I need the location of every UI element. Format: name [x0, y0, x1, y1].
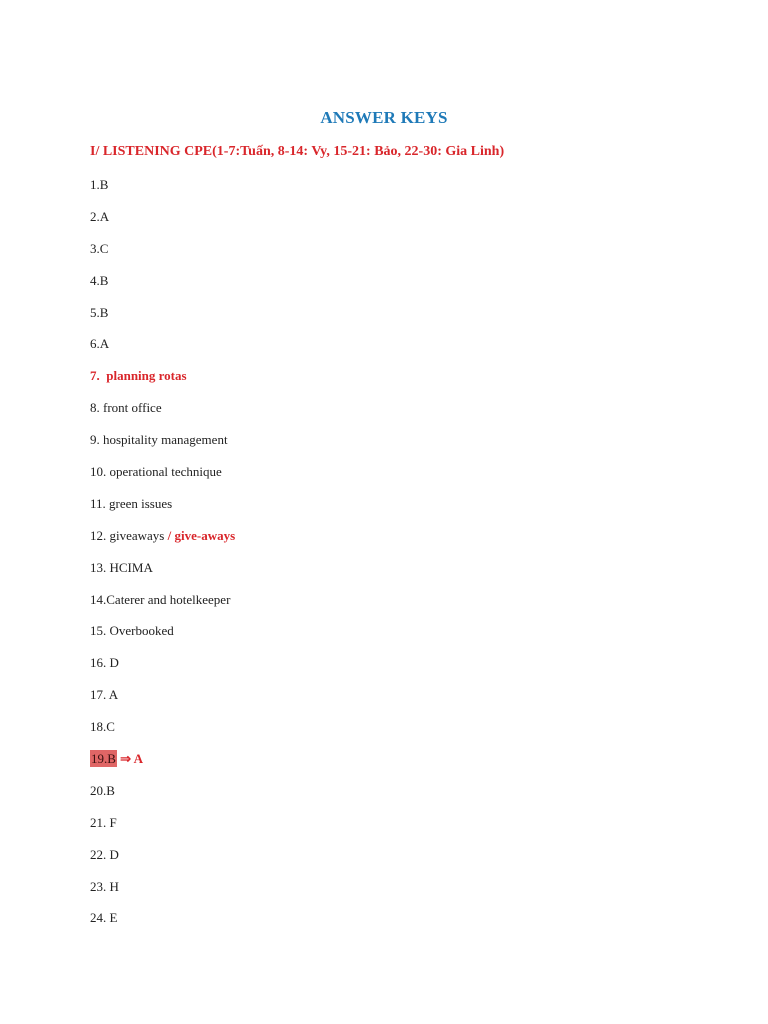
answer-list — [90, 175, 235, 940]
answer-text: 14.Caterer and hotelkeeper — [90, 591, 231, 607]
answer-item — [90, 430, 235, 462]
answer-text: 18.C — [90, 719, 115, 735]
answer-correction: planning rotas — [106, 368, 187, 384]
answer-text: 10. operational technique — [90, 464, 222, 480]
answer-text: 13. HCIMA — [90, 559, 153, 575]
answer-text: 22. D — [90, 846, 119, 862]
answer-text: 2.A — [90, 208, 110, 224]
answer-item — [90, 813, 235, 845]
answer-text: 8. front office — [90, 400, 162, 416]
answer-text: 23. H — [90, 878, 119, 894]
answer-item — [90, 398, 235, 430]
section-heading-listening: I/ LISTENING CPE(1-7:Tuấn, 8-14: Vy, 15-21: Bảo, 22-30: Gia Linh) — [90, 144, 505, 159]
answer-text: 20.B — [90, 782, 115, 798]
answer-text: 1.B — [90, 177, 109, 192]
answer-text: 21. F — [90, 814, 117, 830]
page-title: ANSWER KEYS — [320, 108, 448, 127]
answer-item — [90, 494, 235, 526]
answer-text: 16. D — [90, 655, 119, 671]
answer-text: 17. A — [90, 687, 119, 703]
answer-text: 3.C — [90, 240, 109, 256]
answer-item — [90, 303, 235, 335]
answer-item — [90, 366, 235, 398]
answer-item — [90, 845, 235, 877]
answer-item — [90, 749, 235, 781]
answer-item — [90, 526, 235, 558]
answer-item — [90, 621, 235, 653]
answer-item — [90, 908, 235, 940]
answer-correction: ⇒ A — [120, 751, 143, 767]
answer-item — [90, 462, 235, 494]
answer-item — [90, 207, 235, 239]
answer-item — [90, 685, 235, 717]
answer-item — [90, 239, 235, 271]
answer-number: 7. — [90, 368, 100, 384]
answer-item — [90, 558, 235, 590]
answer-highlight: 19.B — [91, 751, 116, 767]
answer-text: 15. Overbooked — [90, 623, 174, 639]
answer-item — [90, 781, 235, 813]
answer-item — [90, 334, 235, 366]
answer-text: 11. green issues — [90, 495, 173, 511]
answer-item — [90, 877, 235, 909]
answer-item — [90, 717, 235, 749]
answer-text: 5.B — [90, 304, 109, 320]
answer-item — [90, 590, 235, 622]
answer-text: 9. hospitality management — [90, 432, 228, 448]
answer-item — [90, 175, 235, 207]
answer-item — [90, 653, 235, 685]
answer-text: 4.B — [90, 272, 109, 288]
answer-item — [90, 271, 235, 303]
answer-text: 24. E — [90, 910, 118, 926]
answer-correction: / give-aways — [167, 527, 236, 543]
answer-text: 12. giveaways — [90, 527, 165, 543]
answer-text: 6.A — [90, 336, 110, 352]
